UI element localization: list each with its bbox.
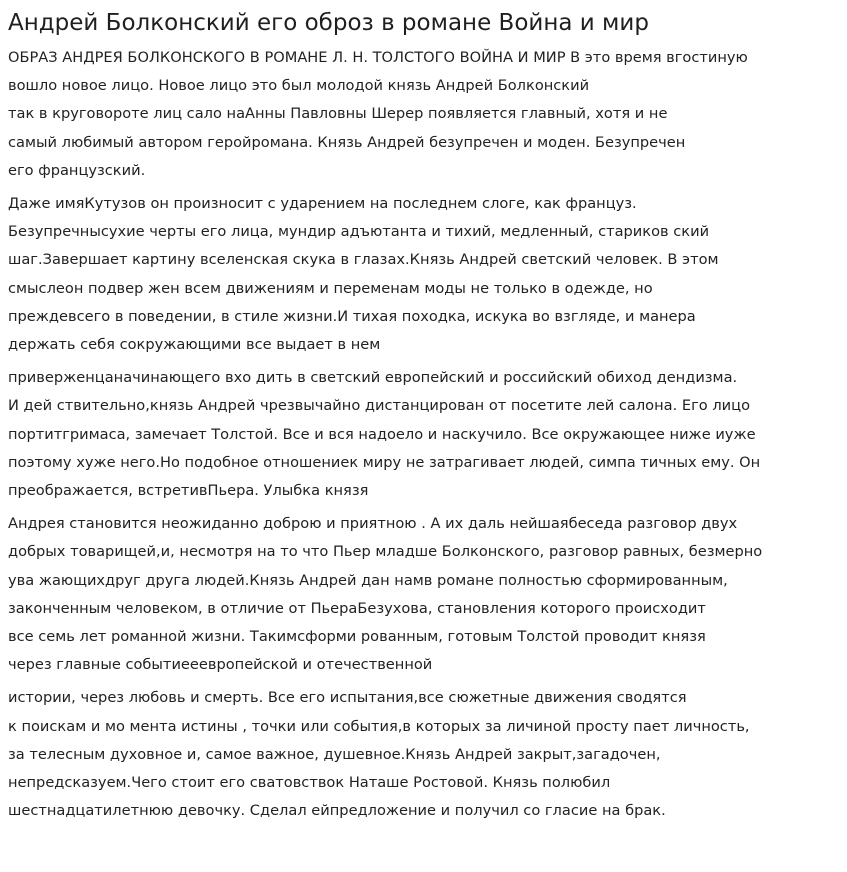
paragraph-line: вошло новое лицо. Новое лицо это был молодой князь Андрей Болконский [8, 77, 590, 95]
article-body [8, 44, 839, 825]
paragraph-line: за телесным духовное и, самое важное, душевное.Князь Андрей закрыт,загадочен, [8, 745, 661, 763]
paragraph-line: ува жающихдруг друга людей.Князь Андрей дан намв романе полностью сформированным, [8, 571, 728, 589]
paragraph [8, 364, 839, 505]
paragraph-line: приверженцаначинающего вхо дить в светский европейский и российский обиход дендизма. [8, 369, 738, 387]
paragraph-line: все семь лет романной жизни. Такимсформи рованным, готовым Толстой проводит князя [8, 628, 706, 646]
paragraph [8, 684, 839, 825]
paragraph-line: Даже имяКутузов он произносит с ударением на последнем слоге, как француз. [8, 195, 637, 213]
paragraph-line: шестнадцатилетнюю девочку. Сделал ейпредложение и получил со гласие на брак. [8, 802, 666, 820]
paragraph-line: портитгримаса, замечает Толстой. Все и вся надоело и наскучило. Все окружающее ниже иуже [8, 425, 756, 443]
paragraph-line: преображается, встретивПьера. Улыбка князя [8, 482, 369, 500]
paragraph [8, 510, 839, 679]
paragraph-line: Андрея становится неожиданно доброю и приятною . А их даль нейшаябеседа разговор двух [8, 515, 738, 533]
paragraph-line: смыслеон подвер жен всем движениям и переменам моды не только в одежде, но [8, 279, 653, 297]
paragraph-line: держать себя сокружающими все выдает в нем [8, 336, 381, 354]
paragraph-line: самый любимый автором геройромана. Князь Андрей безупречен и моден. Безупречен [8, 133, 686, 151]
paragraph-line: законченным человеком, в отличие от ПьераБезухова, становления которого происходит [8, 599, 706, 617]
paragraph-line: через главные событиееевропейской и отечественной [8, 656, 433, 674]
paragraph [8, 44, 839, 185]
paragraph-line: непредсказуем.Чего стоит его сватовствок Наташе Ростовой. Князь полюбил [8, 774, 611, 792]
paragraph-line: его французский. [8, 161, 146, 179]
paragraph-line: преждевсего в поведении, в стиле жизни.И тихая походка, искука во взгляде, и манера [8, 307, 696, 325]
paragraph [8, 190, 839, 359]
paragraph-line: ОБРАЗ АНДРЕЯ БОЛКОНСКОГО В РОМАНЕ Л. Н. ТОЛСТОГО ВОЙНА И МИР В это время вгостиную [8, 49, 748, 66]
paragraph-line: так в круговороте лиц сало наАнны Павловны Шерер появляется главный, хотя и не [8, 105, 668, 123]
article-title: Андрей Болконский его оброз в романе Война и мир [8, 10, 649, 36]
paragraph-line: шаг.Завершает картину вселенская скука в глазах.Князь Андрей светский человек. В этом [8, 251, 719, 269]
paragraph-line: поэтому хуже него.Но подобное отношениек миру не затрагивает людей, симпа тичных ему. Он [8, 453, 761, 471]
paragraph-line: Безупречнысухие черты его лица, мундир адъютанта и тихий, медленный, стариков ский [8, 223, 710, 241]
paragraph-line: истории, через любовь и смерть. Все его испытания,все сюжетные движения сводятся [8, 689, 687, 707]
paragraph-line: И дей ствительно,князь Андрей чрезвычайно дистанцирован от посетите лей салона. Его лицо [8, 397, 751, 415]
paragraph-line: к поискам и мо мента истины , точки или события,в которых за личиной просту пает личность, [8, 717, 750, 735]
paragraph-line: добрых товарищей,и, несмотря на то что Пьер младше Болконского, разговор равных, безмерно [8, 543, 763, 561]
